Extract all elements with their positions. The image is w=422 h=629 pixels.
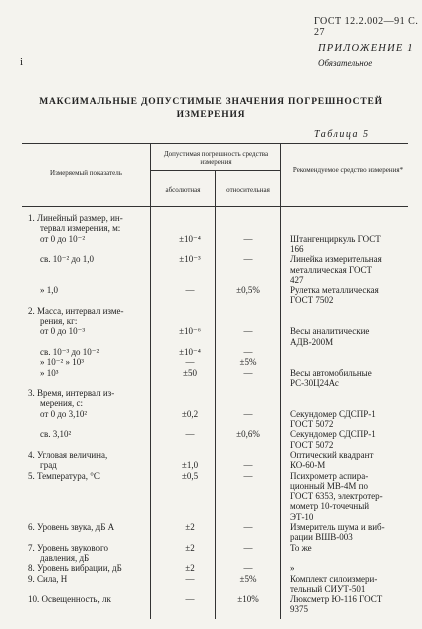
table-top-rule bbox=[22, 143, 408, 144]
tool-cell: рации ВШВ-003 bbox=[290, 532, 353, 543]
indicator-cell: 2. Масса, интервал изме- bbox=[28, 305, 124, 316]
absolute-error-cell: ±10⁻⁴ bbox=[179, 233, 201, 244]
column-header-absolute: абсолютная bbox=[165, 186, 201, 194]
relative-error-cell: — bbox=[243, 542, 253, 553]
table-label: Таблица 5 bbox=[314, 129, 370, 140]
tool-cell: Линейка измерительная bbox=[290, 254, 382, 265]
relative-error-cell: — bbox=[243, 563, 253, 574]
absolute-error-cell: ±2 bbox=[185, 563, 195, 574]
indicator-cell: 1. Линейный размер, ин- bbox=[28, 213, 123, 223]
relative-error-cell: ±0,6% bbox=[236, 429, 260, 440]
tool-cell: ГОСТ 6353, электротер- bbox=[290, 491, 383, 502]
indicator-cell: град bbox=[40, 460, 57, 471]
indicator-cell: тервал измерения, м: bbox=[40, 223, 121, 234]
tool-cell: ЭТ-10 bbox=[290, 511, 314, 522]
table-column-divider bbox=[280, 143, 281, 619]
tool-cell: Психрометр аспира- bbox=[290, 470, 369, 481]
indicator-cell: » 10⁻² » 10³ bbox=[40, 357, 84, 368]
tool-cell: Люксметр Ю-116 ГОСТ bbox=[290, 594, 383, 605]
tool-cell: Секундомер СДСПР-1 bbox=[290, 408, 376, 419]
tool-cell: мометр 10-точечный bbox=[290, 501, 370, 512]
appendix-subtitle: Обязательное bbox=[318, 58, 373, 68]
absolute-error-cell: ±1,0 bbox=[181, 460, 199, 471]
absolute-error-cell: — bbox=[185, 357, 195, 368]
indicator-cell: св. 3,10² bbox=[40, 429, 72, 440]
tool-cell: Комплект силоизмери- bbox=[290, 573, 378, 584]
indicator-cell: 10. Освещенность, лк bbox=[28, 594, 111, 605]
relative-error-cell: — bbox=[243, 367, 253, 378]
relative-error-cell: ±0,5% bbox=[236, 285, 260, 296]
tool-cell: Весы автомобильные bbox=[290, 367, 372, 378]
tool-cell: 9375 bbox=[290, 604, 308, 615]
indicator-cell: 9. Сила, Н bbox=[28, 573, 68, 584]
indicator-cell: давления, дБ bbox=[40, 552, 90, 563]
relative-error-cell: — bbox=[243, 326, 253, 337]
tool-cell: ГОСТ 7502 bbox=[290, 295, 334, 306]
relative-error-cell: ±5% bbox=[239, 573, 257, 584]
indicator-cell: 8. Уровень вибрации, дБ bbox=[28, 563, 122, 574]
tool-cell: Штангенциркуль ГОСТ bbox=[290, 233, 381, 244]
absolute-error-cell: — bbox=[185, 429, 195, 440]
indicator-cell: 6. Уровень звука, дБ А bbox=[28, 522, 115, 532]
indicator-cell: 4. Угловая величина, bbox=[28, 449, 108, 460]
column-header-error-group: Допустимая погрешность средства измерения bbox=[163, 150, 269, 166]
absolute-error-cell: ±0,5 bbox=[181, 470, 199, 481]
tool-cell: 166 bbox=[290, 243, 304, 254]
absolute-error-cell: ±50 bbox=[183, 367, 197, 378]
document-title-line-1: МАКСИМАЛЬНЫЕ ДОПУСТИМЫЕ ЗНАЧЕНИЯ ПОГРЕШНОСТЕЙ bbox=[39, 97, 383, 107]
tool-cell: ГОСТ 5072 bbox=[290, 419, 334, 429]
relative-error-cell: — bbox=[243, 408, 253, 419]
appendix-title: ПРИЛОЖЕНИЕ 1 bbox=[318, 43, 414, 54]
absolute-error-cell: — bbox=[185, 285, 195, 296]
tool-cell: РС-30Ц24Ас bbox=[290, 377, 339, 388]
indicator-cell: » 10³ bbox=[40, 367, 59, 378]
absolute-error-cell: — bbox=[185, 573, 195, 584]
indicator-cell: 3. Время, интервал из- bbox=[28, 388, 115, 399]
tool-cell: АДВ-200М bbox=[290, 336, 334, 347]
indicator-cell: от 0 до 10⁻² bbox=[40, 233, 86, 244]
relative-error-cell: ±5% bbox=[239, 357, 257, 368]
absolute-error-cell: ±2 bbox=[185, 542, 195, 553]
tool-cell: То же bbox=[290, 542, 312, 553]
column-header-relative: относительная bbox=[226, 186, 270, 194]
column-header-tool: Рекомендуемое средство измерения* bbox=[292, 166, 404, 174]
indicator-cell: св. 10⁻² до 1,0 bbox=[40, 254, 95, 265]
indicator-cell: мерения, с: bbox=[40, 398, 83, 409]
relative-error-cell: ±10% bbox=[237, 594, 259, 605]
relative-error-cell: — bbox=[243, 460, 253, 471]
absolute-error-cell: ±10⁻³ bbox=[179, 254, 201, 265]
margin-mark: i bbox=[20, 56, 24, 68]
indicator-cell: рения, кг: bbox=[40, 316, 78, 326]
tool-cell: ционный МВ-4М по bbox=[290, 480, 368, 491]
tool-cell: тельный СИУТ-501 bbox=[290, 583, 366, 594]
tool-cell: Измеритель шума и виб- bbox=[290, 522, 385, 532]
indicator-cell: от 0 до 10⁻³ bbox=[40, 326, 86, 337]
absolute-error-cell: ±2 bbox=[185, 522, 195, 532]
relative-error-cell: — bbox=[243, 470, 253, 481]
tool-cell: ГОСТ 5072 bbox=[290, 439, 334, 450]
absolute-error-cell: ±10⁻⁶ bbox=[179, 326, 201, 337]
page-header: ГОСТ 12.2.002—91 С. 27 bbox=[314, 16, 419, 38]
tool-cell: металлическая ГОСТ bbox=[290, 264, 373, 275]
indicator-cell: 5. Температура, °С bbox=[28, 470, 100, 481]
tool-cell: КО-60-М bbox=[290, 460, 326, 471]
column-header-indicator: Измеряемый показатель bbox=[50, 169, 122, 177]
tool-cell: Весы аналитические bbox=[290, 326, 370, 337]
relative-error-cell: — bbox=[243, 254, 253, 265]
relative-error-cell: — bbox=[243, 233, 253, 244]
tool-cell: Секундомер СДСПР-1 bbox=[290, 429, 376, 440]
tool-cell: Оптический квадрант bbox=[290, 449, 374, 460]
absolute-error-cell: ±10⁻⁴ bbox=[179, 346, 201, 357]
indicator-cell: от 0 до 3,10² bbox=[40, 408, 88, 419]
relative-error-cell: — bbox=[243, 522, 253, 532]
absolute-error-cell: — bbox=[185, 594, 195, 605]
indicator-cell: 7. Уровень звукового bbox=[28, 542, 109, 553]
tool-cell: 427 bbox=[290, 274, 304, 285]
relative-error-cell: — bbox=[243, 346, 253, 357]
indicator-cell: св. 10⁻³ до 10⁻² bbox=[40, 346, 100, 357]
tool-cell: Рулетка металлическая bbox=[290, 285, 379, 296]
absolute-error-cell: ±0,2 bbox=[181, 408, 199, 419]
indicator-cell: » 1,0 bbox=[40, 285, 58, 296]
document-title-line-2: ИЗМЕРЕНИЯ bbox=[176, 110, 246, 120]
tool-cell: » bbox=[290, 563, 295, 574]
